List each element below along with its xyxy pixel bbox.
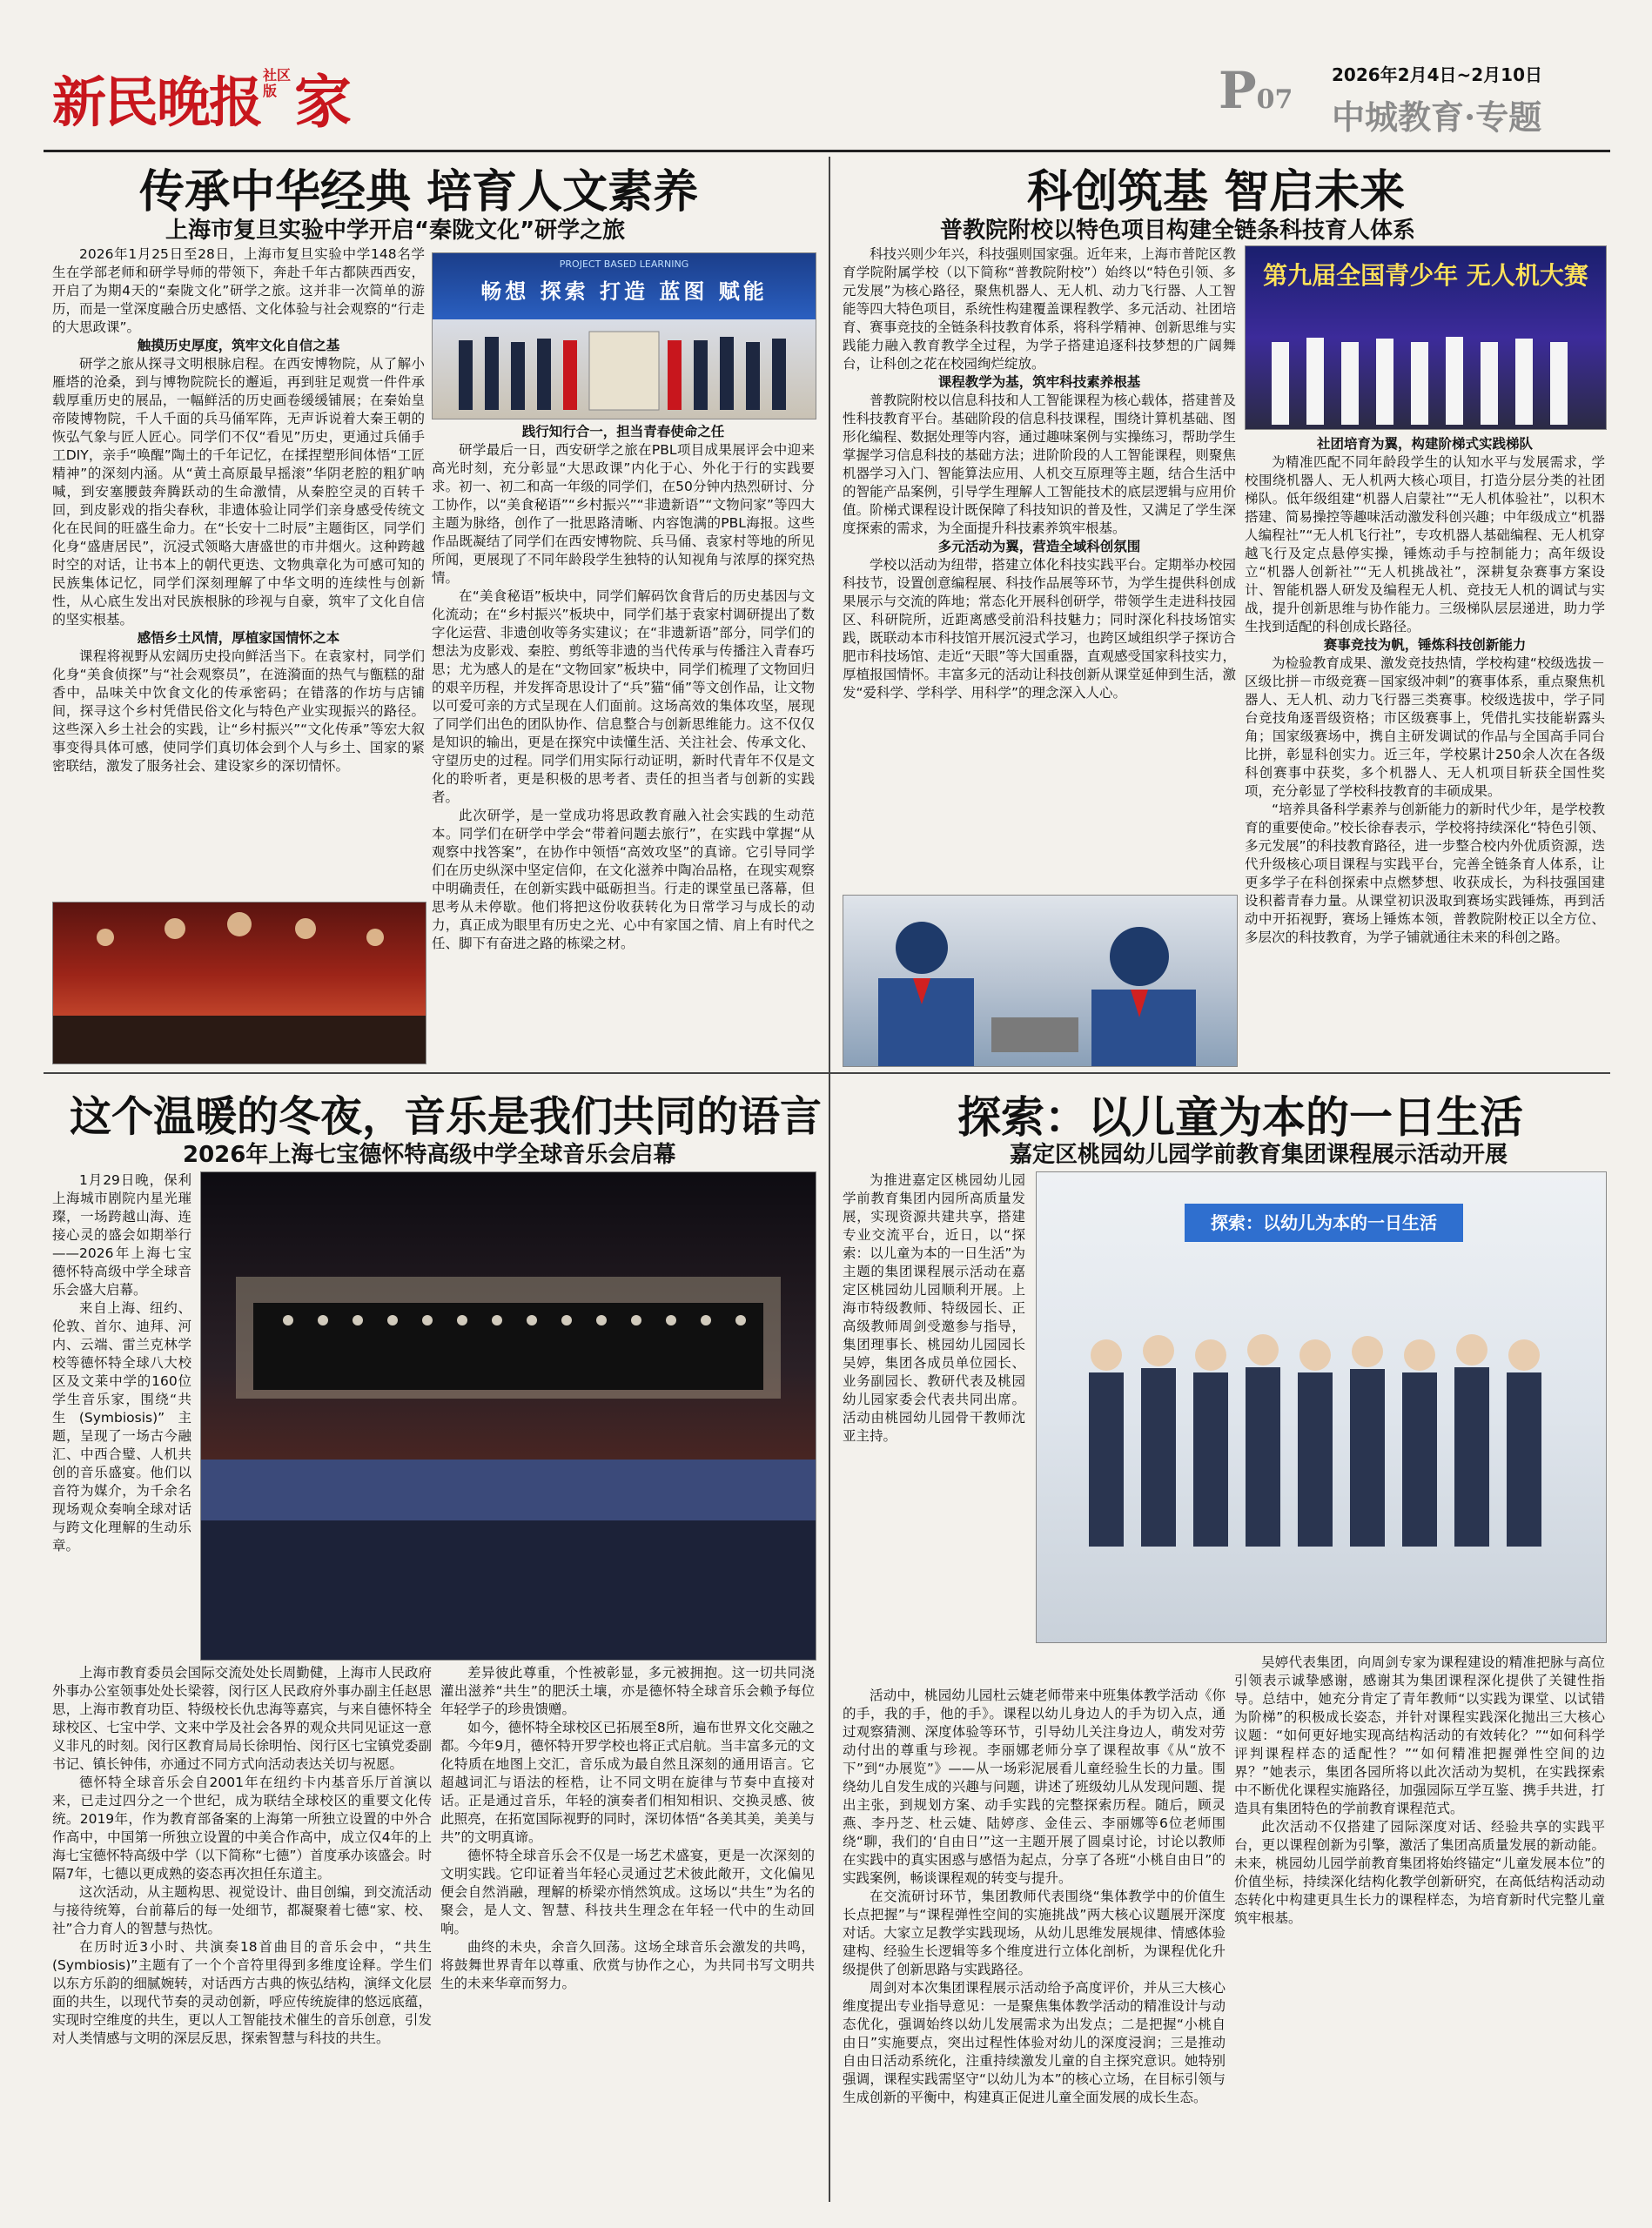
article3-subtitle: 2026年上海七宝德怀特高级中学全球音乐会启幕 [183, 1142, 676, 1168]
newspaper-logo: 新民晚报 [52, 70, 262, 134]
logo-subtitle: 社区版 [263, 67, 292, 99]
article2-title: 科创筑基 智启未来 [1027, 165, 1406, 218]
event-banner: 探索：以幼儿为本的一日生活 [1185, 1204, 1463, 1242]
article2-subhead-1: 课程教学为基，筑牢科技素养根基 [937, 374, 1141, 390]
article3-title: 这个温暖的冬夜，音乐是我们共同的语言 [70, 1092, 823, 1141]
article2-subhead-4: 赛事竞技为帆，锤炼科技创新能力 [1323, 637, 1527, 653]
teachers-photo-icon [1037, 1172, 1606, 1642]
article1-photo-group [432, 252, 816, 419]
students-robot-icon [843, 896, 1237, 1066]
masthead-rule [44, 150, 1610, 152]
article1-photo-hall [52, 902, 426, 1064]
students-photo-icon [433, 253, 816, 419]
article3-photo-concert [200, 1171, 816, 1661]
article4-col1: 活动中，桃园幼儿园杜云婕老师带来中班集体教学活动《你的手，我的手，他的手》。课程以幼儿身边人的手为切入点，通过观察猜测、深度体验等环节，引导幼儿关注身边人，萌发对劳动付出的尊重与珍视。李丽娜老师分享了课程故事《从“放不下”到“办展览”》——从一场彩泥展看儿童经验生长的力量。围绕幼儿自发生成的兴趣与问题，讲述了班级幼儿从发现问题、提出主张，到规划方案、动手实践的完整探索历程。随后，顾灵燕、李丹芝、杜云婕、陆婷彦、金佳云、李丽娜等6位老师围绕“聊，我们的‘自由日’”这一主题开展了圆桌讨论，讨论以教师在实践中的真实困惑与感悟为起点，分享了各班“小桃自由日”的实践案例，畅谈课程观的转变与提升。 在交流研讨环节，集团教师代表围绕“集体教学中的价值生长点把握”与“课程弹性空间的实施挑战”两大核心议题展开深度对话。大家立足教学实践现场，从幼儿思维发展规律、情感体验建构、经验生长逻辑等多个维度进行立体化剖析，为课程优化升级提供了创新思路与实践路径。 周剑对本次集团课程展示活动给予高度评价，并从三大核心维度提出专业指导意见：一是聚焦集体教学活动的精准设计与动态优化，强调始终以幼儿发展需求为出发点；二是把握“小桃自由日”实施要点，突出过程性体验对幼儿的深度浸润；三是推动自由日活动系统化，注重持续激发儿童的自主探究意识。她特别强调，课程实践需坚守“以幼儿为本”的核心立场，在目标引领与生成创新的平衡中，构建真正促进儿童全面发展的成长生态。 [843, 1688, 1226, 2105]
article4-col-narrow: 为推进嘉定区桃园幼儿园学前教育集团内园所高质量发展，实现资源共建共享，搭建专业交流平台，近日，以“探索：以儿童为本的一日生活”为主题的集团课程展示活动在嘉定区桃园幼儿园顺利开展。上海市特级教师、特级园长、正高级教师周剑受邀参与指导，集团理事长、桃园幼儿园园长吴婷，集团各成员单位园长、业务副园长、教研代表及桃园幼儿园家委会代表共同出席。活动由桃园幼儿园骨干教师沈亚主持。 [843, 1172, 1025, 1444]
article1-title: 传承中华经典 培育人文素养 [139, 165, 699, 218]
article1-subhead-2: 感悟乡土风情，厚植家国情怀之本 [137, 630, 340, 646]
article2-subhead-3: 社团培育为翼，构建阶梯式实践梯队 [1316, 436, 1533, 452]
concert-stage-icon [201, 1172, 816, 1660]
article4-title: 探索：以儿童为本的一日生活 [957, 1091, 1523, 1143]
photo-tag: PROJECT BASED LEARNING [559, 258, 689, 270]
contest-banner: 第九届全国青少年 无人机大赛 [1263, 261, 1588, 290]
article4-subtitle: 嘉定区桃园幼儿园学前教育集团课程展示活动开展 [1010, 1142, 1508, 1168]
page-number: P07 [1219, 61, 1293, 120]
logo-mark: 家 [294, 68, 352, 136]
article2-subhead-2: 多元活动为翼，营造全域科创氛围 [937, 539, 1141, 554]
article3-col2: 差异彼此尊重，个性被彰显，多元被拥抱。这一切共同浇灌出滋养“共生”的肥沃土壤，亦是德怀特全球音乐会赖予每位年轻学子的珍贵馈赠。 如今，德怀特全球校区已拓展至8所，遍布世界文化交融之都。今年9月，德怀特开罗学校也将正式启航。当丰富多元的文化特质在地图上交汇，音乐成为最自然且深刻的通用语言。它超越词汇与语法的桎梏，让不同文明在旋律与节奏中直接对话。正是通过音乐，年轻的演奏者们相知相识、交换灵感、彼此照亮，在拓宽国际视野的同时，深切体悟“各美其美，美美与共”的文明真谛。 德怀特全球音乐会不仅是一场艺术盛宴，更是一次深刻的文明实践。它印证着当年轻心灵通过艺术彼此敞开，文化偏见便会自然消融，理解的桥梁亦悄然筑成。这场以“共生”为名的聚会，是人文、智慧、科技共生理念在年轻一代中的生动回响。 曲终的未央，余音久回荡。这场全球音乐会激发的共鸣，将鼓舞世界青年以尊重、欣赏与协作之心，为共同书写文明共生的未来华章而努力。 [440, 1665, 815, 1991]
article2-col2: 社团培育为翼，构建阶梯式实践梯队 为精准匹配不同年龄段学生的认知水平与发展需求，学校围绕机器人、无人机两大核心项目，打造分层分类的社团梯队。低年级组建“机器人启蒙社”“无人机体验社”，以积木搭建、简易操控等趣味活动激发科创兴趣；中年级成立“机器人编程社”“无人机飞行社”，专攻机器人基础编程、无人机穿越飞行及定点悬停实操，锤炼动手与控制能力；高年级设立“机器人创新社”“无人机挑战社”，深耕复杂赛事方案设计、智能机器人研发及编程无人机、竞技无人机的调试与实战，提升创新思维与协作能力。三级梯队层层递进，助力学生找到适配的科创成长路径。 赛事竞技为帆，锤炼科技创新能力 为检验教育成果、激发竞技热情，学校构建“校级选拔－区级比拼－市级竞赛－国家级冲刺”的赛事体系，重点聚焦机器人、无人机、动力飞行器三类赛事。校级选拔中，学子同台竞技角逐晋级资格；市区级赛事上，凭借扎实技能崭露头角；国家级赛场中，携自主研发调试的作品与全国高手同台比拼，彰显科创实力。近三年，学校累计250余人次在各级科创赛事中获奖，多个机器人、无人机项目斩获全国性奖项，充分彰显了学校科技教育的丰硕成果。 “培养具备科学素养与创新能力的新时代少年，是学校教育的重要使命。”校长徐春表示，学校将持续深化“特色引领、多元发展”的科技教育路径，进一步整合校内外优质资源，迭代升级核心项目课程与实践平台，完善全链条育人体系，让更多学子在科创探索中点燃梦想、收获成长，为科技强国建设积蓄青春力量。从课堂初识汲取到赛场实践锤炼，再到活动中开拓视野，赛场上锤炼本领，普教院附校正以全方位、多层次的科技教育，为学子铺就通往未来的科创之路。 [1245, 436, 1605, 945]
article1-subhead-1: 触摸历史厚度，筑牢文化自信之基 [137, 338, 340, 353]
article3-col-narrow: 1月29日晚，保利上海城市剧院内星光璀璨，一场跨越山海、连接心灵的盛会如期举行——2026年上海七宝德怀特高级中学全球音乐会盛大启幕。 来自上海、纽约、伦敦、首尔、迪拜、河内、云端、雷兰克林学校等德怀特全球八大校区及文莱中学的160位学生音乐家，围绕“共生(Symbiosis)”主题，呈现了一场古今融汇、中西合璧、人机共创的音乐盛宴。他们以音符为媒介，为千余名现场观众奏响全球对话与跨文化理解的生动乐章。 [52, 1172, 191, 1554]
section-title: 中城教育·专题 [1332, 97, 1542, 137]
article1-subtitle: 上海市复旦实验中学开启“秦陇文化”研学之旅 [165, 218, 626, 244]
photo-banner: 畅想 探索 打造 蓝图 赋能 [480, 279, 768, 304]
article1-subhead-3: 践行知行合一，担当青春使命之任 [521, 424, 725, 440]
article1-col1: 2026年1月25日至28日，上海市复旦实验中学148名学生在学部老师和研学导师的带领下，奔赴千年古都陕西西安，开启了为期4天的“秦陇文化”研学之旅。这并非一次简单的游历，而是一堂深度融合历史感悟、文化体验与社会观察的“行走的大思政课”。 触摸历史厚度，筑牢文化自信之基 研学之旅从探寻文明根脉启程。在西安博物院，从了解小雁塔的沧桑，到与博物院院长的邂逅，再到驻足观赏一件件承载厚重历史的展品，一幅鲜活的历史画卷缓缓铺展；在秦始皇帝陵博物院，千人千面的兵马俑军阵，无声诉说着大秦王朝的恢弘气象与匠人匠心。同学们不仅“看见”历史，更通过兵俑手工DIY，亲手“唤醒”陶土的千年记忆，在揉捏塑形间体悟“工匠精神”的深刻内涵。从“黄土高原最早摇滚”华阴老腔的粗犷呐喊，到安塞腰鼓奔腾跃动的生命激情，从秦腔空灵的百转千回，到皮影戏的指尖春秋，非遗体验让同学们亲身感受传统文化在民间的旺盛生命力。在“长安十二时辰”主题街区，同学们化身“盛唐居民”，沉浸式领略大唐盛世的市井烟火。这种跨越时空的对话，让书本上的朝代更迭、文物典章化为可感可知的民族集体记忆，同学们深刻理解了中华文明的连续性与创新性，从心底生发出对民族根脉的珍视与自豪，筑牢了文化自信的坚实根基。 感悟乡土风情，厚植家国情怀之本 课程将视野从宏阔历史投向鲜活当下。在袁家村，同学们化身“美食侦探”与“社会观察员”，在涟漪面的热气与甑糕的甜香中，品味关中饮食文化的传承密码；在错落的作坊与店铺间，探寻这个乡村凭借民俗文化与特色产业实现振兴的路径。这些深入乡土社会的实践，让“乡村振兴”“文化传承”等宏大叙事变得具体可感，使同学们真切体会到个人与乡土、国家的紧密联结，激发了服务社会、建设家乡的深切情怀。 [52, 246, 425, 774]
article2-photo-class [843, 895, 1238, 1067]
auditorium-photo-icon [53, 903, 426, 1064]
column-divider [829, 157, 830, 2202]
masthead [44, 52, 1610, 148]
issue-date: 2026年2月4日~2月10日 [1332, 64, 1543, 85]
article4-col2: 吴婷代表集团，向周剑专家为课程建设的精准把脉与高位引领表示诚挚感谢，感谢其为集团课程深化提供了关键性指导。总结中，她充分肯定了青年教师“以实践为课堂、以试错为阶梯”的积极成长姿态，并针对课程实践深化抛出三大核心议题：“如何更好地实现高结构活动的有效转化？”“如何科学评判课程样态的适配性？”“如何精准把握弹性空间的边界？”她表示，集团各园所将以此次活动为契机，在实践探索中不断优化课程实施路径，加强园际互学互鉴、携手共进，打造具有集团特色的学前教育课程范式。 此次活动不仅搭建了园际深度对话、经验共享的实践平台，更以课程创新为引擎，激活了集团高质量发展的新动能。未来，桃园幼儿园学前教育集团将始终锚定“儿童发展本位”的价值坐标，持续深化结构化教学创新研究，在高低结构活动动态转化中构建更具生长力的课程样态，为培育新时代完整儿童筑牢根基。 [1234, 1654, 1605, 1926]
article2-photo-contest [1245, 245, 1607, 430]
article2-subtitle: 普教院附校以特色项目构建全链条科技育人体系 [940, 218, 1416, 244]
article1-col2: 践行知行合一，担当青春使命之任 研学最后一日，西安研学之旅在PBL项目成果展评会中迎来高光时刻，充分彰显“大思政课”内化于心、外化于行的实践要求。初一、初二和高一年级的同学们，在50分钟内热烈研讨、分工协作，以“美食秘语”“乡村振兴”“非遗新语”“文物问家”等四大主题为脉络，创作了一批思路清晰、内容饱满的PBL海报。这些作品既凝结了同学们在西安博物院、兵马俑、袁家村等地的所见所闻，更展现了不同年龄段学生独特的认知视角与浓厚的探究热情。 在“美食秘语”板块中，同学们解码饮食背后的历史基因与文化流动；在“乡村振兴”板块中，同学们基于袁家村调研提出了数字化运营、非遗创收等务实建议；在“非遗新语”部分，同学们的想法为皮影戏、秦腔、剪纸等非遗的当代传承与传播注入青春巧思；尤为感人的是在“文物回家”板块中，同学们梳理了文物回归的艰辛历程，并发挥奇思设计了“兵”猫“俑”等文创作品，让文物以可爱可亲的方式呈现在人们面前。这场高效的集体攻坚，展现了同学们出色的团队协作、信息整合与创新思维能力。这不仅仅是知识的输出，更是在探究中读懂生活、关注社会、传承文化、守望历史的过程。同学们用实际行动证明，新时代青年不仅是文化的聆听者，更是积极的思考者、责任的担当者与创新的实践者。 此次研学，是一堂成功将思政教育融入社会实践的生动范本。同学们在研学中学会“带着问题去旅行”，在实践中掌握“从观察中找答案”，在协作中领悟“高效攻坚”的真谛。它引导同学们在历史纵深中坚定信仰，在文化滋养中陶冶品格，在现实观察中明确责任，在创新实践中砥砺担当。行走的课堂虽已落幕，但思考从未停歇。他们将把这份收获转化为日常学习与成长的动力，真正成为眼里有历史之光、心中有家国之情、肩上有时代之任、脚下有奋进之路的栋梁之材。 [432, 424, 815, 951]
team-photo-icon [1246, 246, 1606, 429]
article4-photo-group [1036, 1171, 1607, 1643]
article3-col1: 上海市教育委员会国际交流处处长周勤健，上海市人民政府外事办公室领事处处长梁蓉，闵行区人民政府外事办副主任赵思思，上海市教育功臣、特级校长仇忠海等嘉宾，与来自德怀特全球校区、七宝中学、文来中学及社会各界的观众共同见证这一意义非凡的时刻。闵行区教育局局长徐明怡、闵行区七宝镇党委副书记、镇长钟伟，亦通过不同方式向活动表达关切与祝愿。 德怀特全球音乐会自2001年在纽约卡内基音乐厅首演以来，已走过四分之一个世纪，成为联结全球校区的重要文化传统。2019年，作为教育部备案的上海第一所独立设置的中外合作高中，中国第一所独立设置的中美合作高中，成立仅4年的上海七宝德怀特高级中学（以下简称“七德”）首度承办该盛会。时隔7年，七德以更成熟的姿态再次担任东道主。 这次活动，从主题构思、视觉设计、曲目创编，到交流活动与接待统筹，台前幕后的每一处细节，都凝聚着七德“家、校、社”合力育人的智慧与热忱。 在历时近3小时、共演奏18首曲目的音乐会中，“共生(Symbiosis)”主题有了一个个音符里得到多维度诠释。学生们以东方乐韵的细腻婉转，对话西方古典的恢弘结构，演绎文化层面的共生，以现代节奏的灵动创新，呼应传统旋律的悠远底蕴，实现时空维度的共生，更以人工智能技术催生的音乐创意，引发对人类情感与文明的深层反思，探索智慧与科技的共生。 [52, 1665, 432, 2046]
article2-col1: 科技兴则少年兴，科技强则国家强。近年来，上海市普陀区教育学院附属学校（以下简称“普教院附校”）始终以“特色引领、多元发展”为核心路径，聚焦机器人、无人机、动力飞行器、人工智能等四大特色项目，系统性构建覆盖课程教学、多元活动、社团培育、赛事竞技的全链条科技教育体系，将科学精神、创新思维与实践能力融入教育教学全过程，为学子搭建追逐科技梦想的广阔舞台，让科创之花在校园绚烂绽放。 课程教学为基，筑牢科技素养根基 普教院附校以信息科技和人工智能课程为核心载体，搭建普及性科技教育平台。基础阶段的信息科技课程，围绕计算机基础、图形化编程、数据处理等内容，通过趣味案例与实操练习，帮助学生掌握学习信息科技的基础方法；进阶阶段的人工智能课程，则聚焦机器学习入门、智能算法应用、人机交互原理等主题，结合生活中的智能产品案例，引导学生理解人工智能技术的底层逻辑与应用价值。阶梯式课程设计既保障了科技知识的普及性，又满足了学生深度探索的需求，为全面提升科技素养筑牢根基。 多元活动为翼，营造全域科创氛围 学校以活动为纽带，搭建立体化科技实践平台。定期举办校园科技节，设置创意编程展、科技作品展等环节，为学生提供科创成果展示与交流的阵地；常态化开展科创研学，带领学生走进科技园区、科研院所，近距离感受前沿科技魅力；同时深化科技场馆实践，既联动本市科技馆开展沉浸式学习，也跨区域组织学子探访合肥市科技场馆、走近“天眼”等大国重器，直观感受国家科技实力，厚植报国情怀。丰富多元的活动让科技创新从课堂延伸到生活，激发“爱科学、学科学、用科学”的理念深入人心。 [843, 246, 1236, 701]
row-divider [44, 1072, 1610, 1074]
